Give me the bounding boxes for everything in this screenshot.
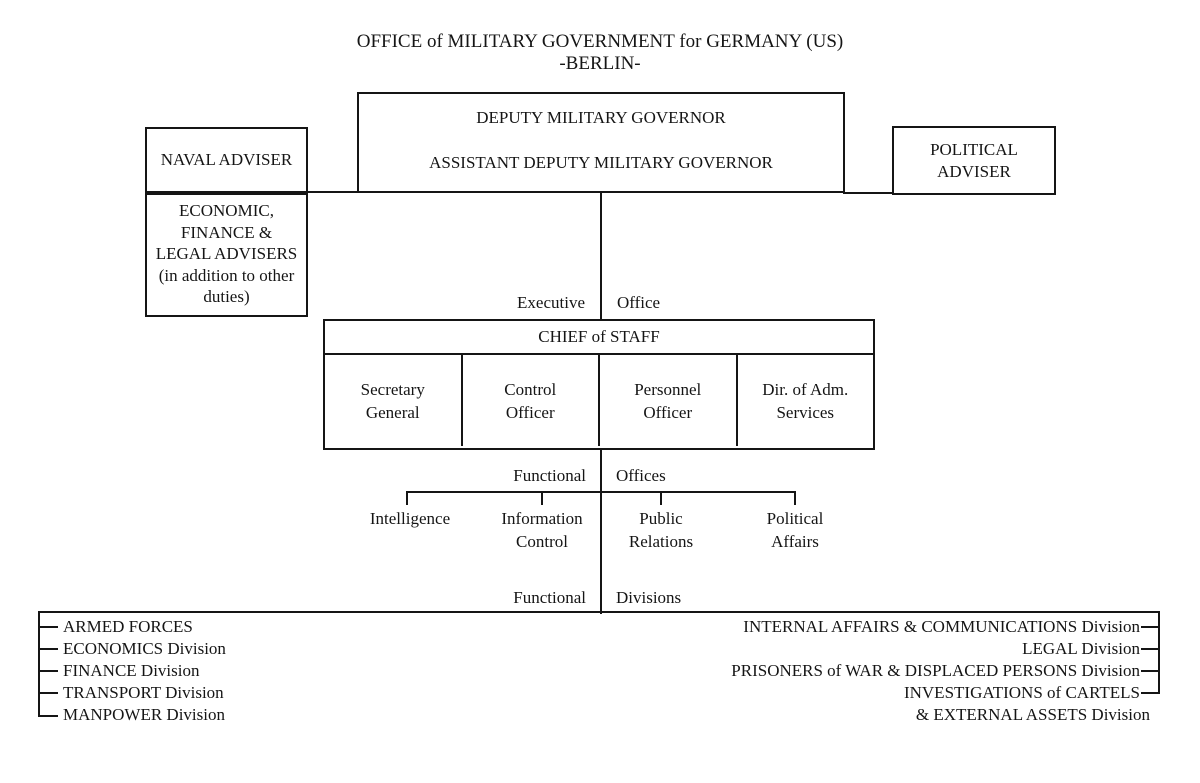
naval-adviser-label: NAVAL ADVISER bbox=[160, 150, 293, 169]
investigations-tick bbox=[1141, 692, 1159, 694]
control-officer-cell bbox=[463, 355, 601, 446]
political-adviser-label-line2: ADVISER bbox=[937, 161, 1011, 181]
functional-offices-branch-line bbox=[406, 491, 796, 493]
connector-naval-to-governor bbox=[308, 191, 359, 193]
internal-affairs-tick bbox=[1141, 626, 1159, 628]
information-control-line1: Information bbox=[501, 509, 583, 528]
advisers-label-line2: FINANCE & bbox=[180, 222, 273, 242]
economics-tick bbox=[38, 648, 58, 650]
intelligence-tick bbox=[406, 491, 408, 505]
control-officer-line2: Officer bbox=[505, 402, 555, 422]
division-prisoners-of-war: PRISONERS of WAR & DISPLACED PERSONS Division bbox=[731, 661, 1140, 680]
political-affairs-line1: Political bbox=[766, 509, 824, 528]
public-relations-tick bbox=[660, 491, 662, 505]
division-economics: ECONOMICS Division bbox=[63, 639, 226, 658]
divisions-right-vertical bbox=[1158, 611, 1160, 694]
divisions-rail-line bbox=[38, 611, 1160, 613]
personnel-officer-line1: Personnel bbox=[634, 379, 702, 399]
advisers-label-line5: duties) bbox=[203, 287, 250, 306]
secretary-general-line2: General bbox=[365, 402, 420, 422]
information-control-line2: Control bbox=[516, 532, 568, 551]
dir-adm-services-line1: Dir. of Adm. bbox=[762, 379, 849, 399]
division-internal-affairs: INTERNAL AFFAIRS & COMMUNICATIONS Division bbox=[743, 617, 1140, 636]
intelligence-line1: Intelligence bbox=[369, 509, 451, 528]
dir-adm-services-cell bbox=[738, 355, 874, 446]
political-affairs-tick bbox=[794, 491, 796, 505]
divisions-left-list bbox=[63, 616, 226, 726]
spine-governor-to-chief bbox=[600, 193, 602, 321]
division-manpower: MANPOWER Division bbox=[63, 705, 225, 724]
chart-title bbox=[300, 31, 900, 75]
chief-of-staff-label: CHIEF of STAFF bbox=[325, 321, 873, 355]
executive-office-label-left: Executive bbox=[517, 293, 585, 312]
chief-of-staff-box bbox=[323, 319, 875, 450]
division-investigations-line1: INVESTIGATIONS of CARTELS bbox=[903, 683, 1140, 702]
division-investigations-line2: & EXTERNAL ASSETS Division bbox=[915, 705, 1150, 724]
division-finance: FINANCE Division bbox=[63, 661, 200, 680]
assistant-deputy-military-governor-label: ASSISTANT DEPUTY MILITARY GOVERNOR bbox=[429, 153, 773, 172]
functional-divisions-label-right: Divisions bbox=[616, 588, 682, 607]
chart-title-line2: -BERLIN- bbox=[559, 53, 641, 74]
finance-tick bbox=[38, 670, 58, 672]
division-transport: TRANSPORT Division bbox=[63, 683, 224, 702]
political-adviser-label-line1: POLITICAL bbox=[930, 139, 1018, 159]
functional-offices-label-right: Offices bbox=[616, 466, 666, 485]
division-legal: LEGAL Division bbox=[1022, 639, 1140, 658]
executive-office-label-right: Office bbox=[617, 293, 661, 312]
personnel-officer-line2: Officer bbox=[643, 402, 693, 422]
naval-adviser-box bbox=[145, 127, 308, 193]
legal-tick bbox=[1141, 648, 1159, 650]
public-relations-line2: Relations bbox=[628, 532, 694, 551]
public-relations-line1: Public bbox=[639, 509, 683, 528]
functional-offices-label-left: Functional bbox=[513, 466, 586, 485]
political-affairs-line2: Affairs bbox=[771, 532, 819, 551]
economic-finance-legal-advisers-box bbox=[145, 193, 308, 317]
prisoners-of-war-tick bbox=[1141, 670, 1159, 672]
advisers-label-line1: ECONOMIC, bbox=[179, 201, 274, 220]
personnel-officer-cell bbox=[600, 355, 738, 446]
transport-tick bbox=[38, 692, 58, 694]
divisions-right-list bbox=[640, 616, 1150, 726]
advisers-label-line3: LEGAL ADVISERS bbox=[155, 244, 298, 263]
control-officer-line1: Control bbox=[504, 379, 557, 399]
dir-adm-services-line2: Services bbox=[776, 402, 835, 422]
political-adviser-box bbox=[892, 126, 1056, 195]
political-affairs-label bbox=[715, 507, 875, 553]
advisers-label-line4: (in addition to other bbox=[158, 265, 295, 285]
secretary-general-line1: Secretary bbox=[360, 379, 425, 399]
secretary-general-cell bbox=[325, 355, 463, 446]
armed-forces-tick bbox=[38, 626, 58, 628]
deputy-military-governor-label: DEPUTY MILITARY GOVERNOR bbox=[476, 108, 726, 127]
manpower-tick bbox=[38, 715, 58, 717]
information-control-tick bbox=[541, 491, 543, 505]
deputy-military-governor-box bbox=[357, 92, 845, 193]
division-armed-forces: ARMED FORCES bbox=[63, 617, 193, 636]
functional-divisions-label-left: Functional bbox=[513, 588, 586, 607]
chart-title-line1: OFFICE of MILITARY GOVERNMENT for GERMANY (US) bbox=[356, 31, 844, 52]
connector-governor-to-political bbox=[843, 192, 894, 194]
